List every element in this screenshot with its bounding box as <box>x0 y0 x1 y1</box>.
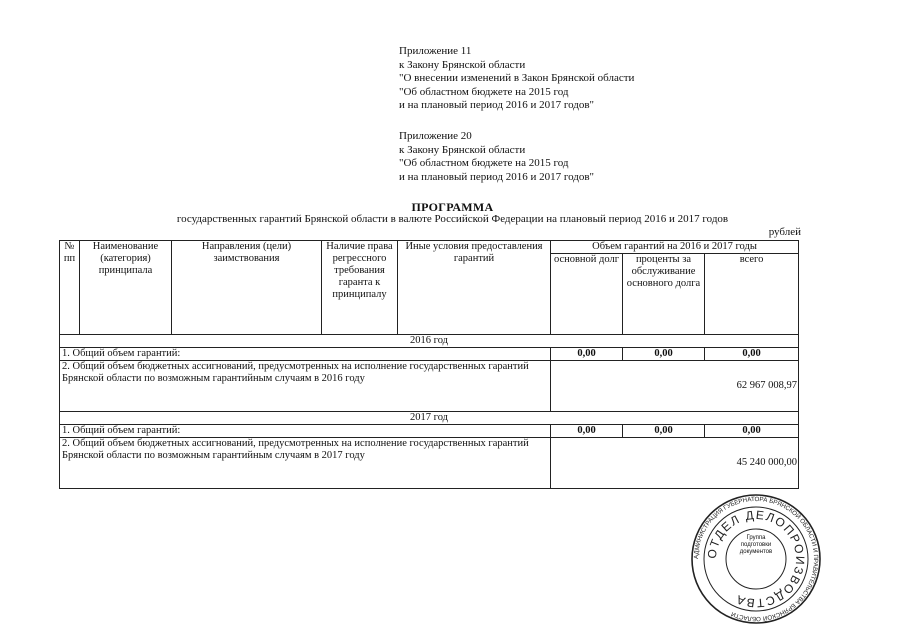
appendix-11-line-5: и на плановый период 2016 и 2017 годов" <box>399 99 595 112</box>
stamp-middle-text: ОТДЕЛ ДЕЛОПРОИЗВОДСТВА <box>704 507 808 611</box>
interest-2017: 0,00 <box>623 425 705 438</box>
guarantees-table <box>59 240 799 489</box>
header-interest: проценты за обслуживание основного долга <box>623 254 705 335</box>
appendix-20-line-1: Приложение 20 <box>399 130 472 142</box>
appendix-11-line-2: к Закону Брянской области <box>399 58 526 71</box>
official-stamp <box>690 493 822 625</box>
allocation-2016-label: 2. Общий объем бюджетных ассигнований, предусмотренных на исполнение государственных гарантий Брянской области по возможным гарантийным случаям в 2016 году <box>60 361 551 412</box>
appendix-11-line-4: "Об областном бюджете на 2015 год <box>399 85 569 98</box>
interest-2016: 0,00 <box>623 348 705 361</box>
header-purpose: Направления (цели) заимствования <box>172 241 322 335</box>
header-principal-debt: основной долг <box>551 254 623 335</box>
allocation-2016-amount: 62 967 008,97 <box>551 361 799 412</box>
appendix-11-header <box>399 45 634 113</box>
header-number: № пп <box>60 241 80 335</box>
total-guarantees-2016-label: 1. Общий объем гарантий: <box>60 348 551 361</box>
principal-debt-2016: 0,00 <box>551 348 623 361</box>
currency-unit: рублей <box>768 226 801 238</box>
appendix-20-line-3: "Об областном бюджете на 2015 год <box>399 157 569 170</box>
stamp-ring-2 <box>704 507 808 611</box>
total-2016: 0,00 <box>705 348 799 361</box>
appendix-11-line-3: "О внесении изменений в Закон Брянской области <box>399 72 635 85</box>
svg-text:ОТДЕЛ ДЕЛОПРОИЗВОДСТВА <box>705 508 807 610</box>
year-2017-label: 2017 год <box>60 412 799 425</box>
principal-debt-2017: 0,00 <box>551 425 623 438</box>
total-2017: 0,00 <box>705 425 799 438</box>
stamp-graphic <box>690 493 822 625</box>
header-other-conditions: Иные условия предоставления гарантий <box>398 241 551 335</box>
allocation-2017-amount: 45 240 000,00 <box>551 438 799 489</box>
year-2016-label: 2016 год <box>60 335 799 348</box>
document-subtitle: государственных гарантий Брянской области в валюте Российской Федерации на плановый период 2016 и 2017 годов <box>176 213 729 225</box>
document-title: ПРОГРАММА <box>411 200 494 214</box>
header-volume-group: Объем гарантий на 2016 и 2017 годы <box>551 241 799 254</box>
header-principal: Наименование (категория) принципала <box>80 241 172 335</box>
appendix-20-header <box>399 130 594 184</box>
total-guarantees-2017-label: 1. Общий объем гарантий: <box>60 425 551 438</box>
header-total: всего <box>705 254 799 335</box>
stamp-inner-text: Группа подготовки документов <box>739 535 773 555</box>
appendix-11-line-1: Приложение 11 <box>399 45 472 57</box>
appendix-20-line-2: к Закону Брянской области <box>399 143 526 156</box>
header-recourse: Наличие права регрессного требования гаранта к принципалу <box>322 241 398 335</box>
stamp-outer-text: АДМИНИСТРАЦИЯ ГУБЕРНАТОРА БРЯНСКОЙ ОБЛАСТИ И ПРАВИТЕЛЬСТВА БРЯНСКОЙ ОБЛАСТИ <box>692 495 820 623</box>
appendix-20-line-4: и на плановый период 2016 и 2017 годов" <box>399 170 595 183</box>
allocation-2017-label: 2. Общий объем бюджетных ассигнований, предусмотренных на исполнение государственных гарантий Брянской области по возможным гарантийным случаям в 2017 году <box>60 438 551 489</box>
